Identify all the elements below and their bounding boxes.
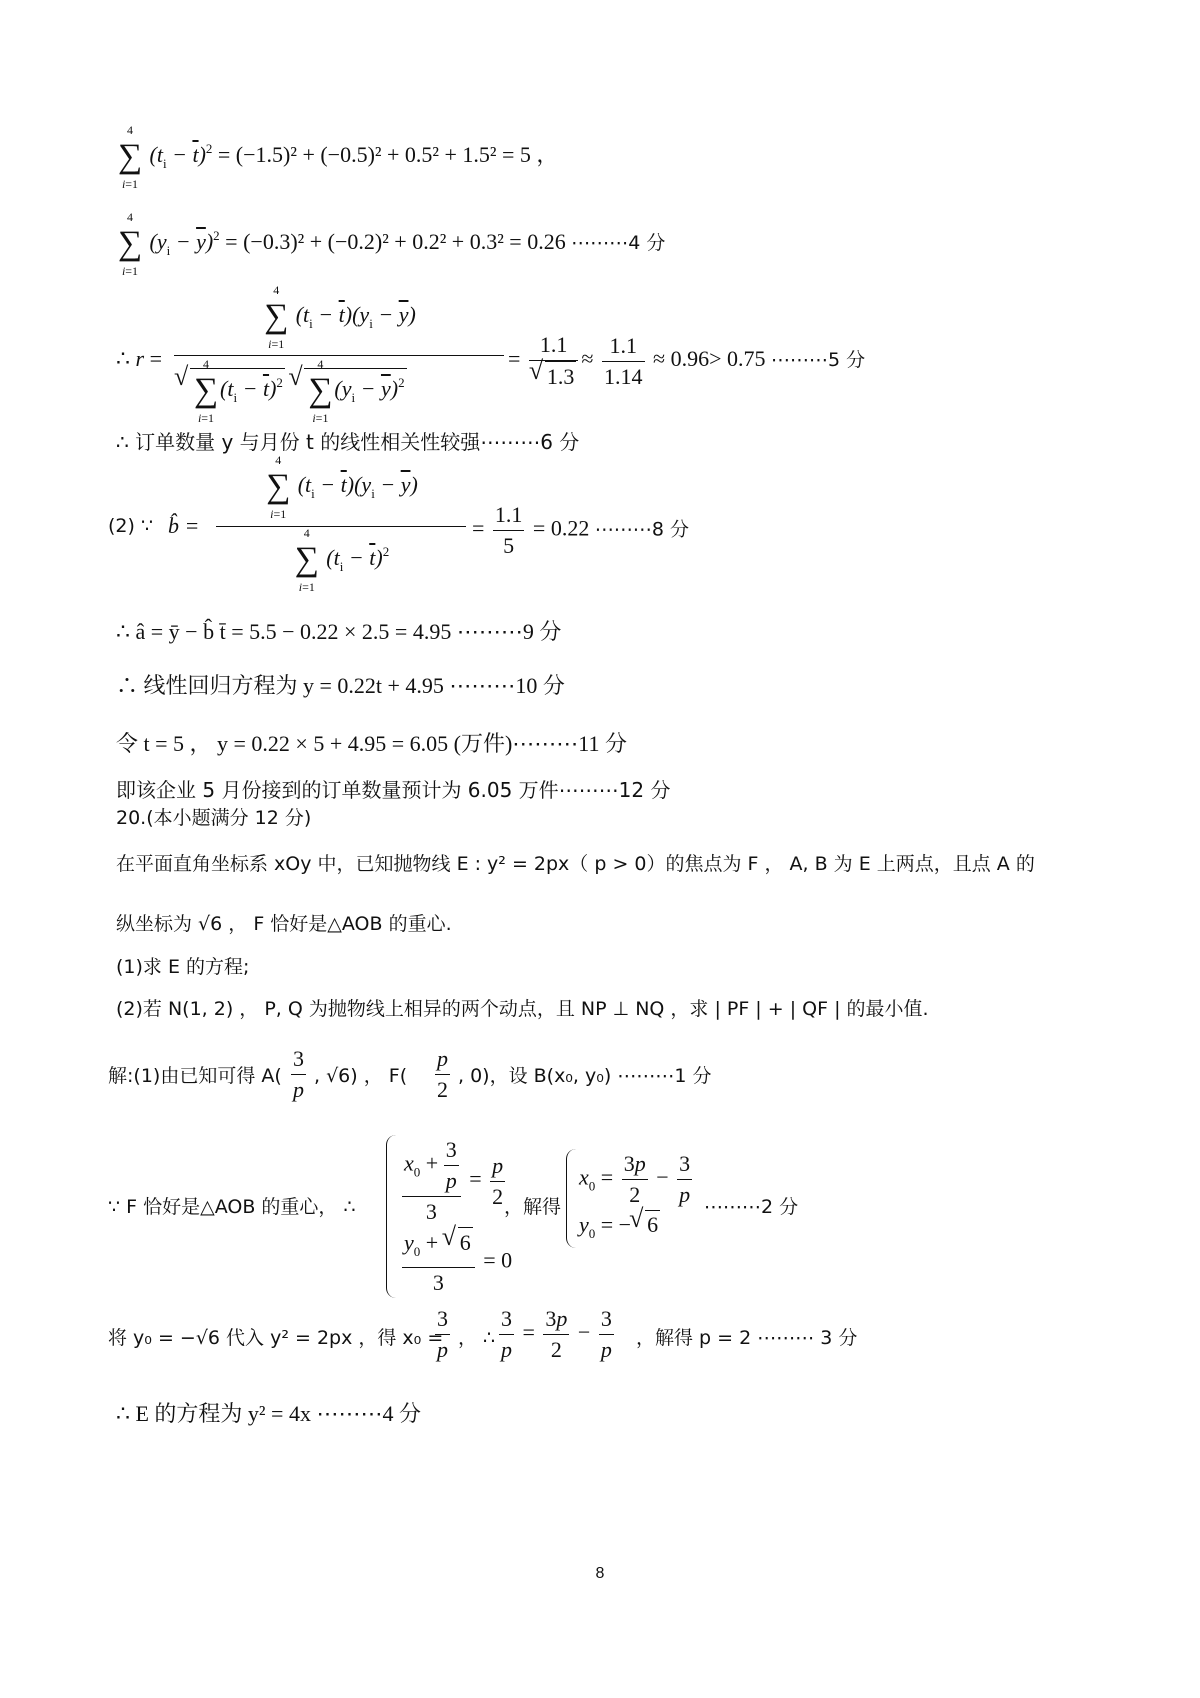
- sum-y-squared-value: = (−0.3)² + (−0.2)² + 0.2² + 0.3² = 0.26: [225, 229, 566, 254]
- problem-20-header: 20.(本小题满分 12 分): [116, 807, 312, 829]
- frac-approx: $\frac{1.1}{1.14}$: [604, 332, 643, 389]
- problem-20-statement-1: 在平面直角坐标系 xOy 中，已知抛物线 E : y² = 2px（ p > 0）的焦点为 F ， A, B 为 E 上两点，且点 A 的: [116, 853, 1035, 875]
- problem-20-part-2: (2)若 N(1, 2) ， P, Q 为抛物线上相异的两个动点，且 NP ⊥ NQ ，求 | PF | + | QF | 的最小值.: [116, 998, 929, 1020]
- regression-equation-line: ∴ 线性回归方程为 y = 0.22t + 4.95 ⋯⋯⋯10 分: [116, 673, 565, 698]
- a-hat-line: ∴ â = ȳ − b̂ t̄ = 5.5 − 0.22 × 2.5 = 4.95 ⋯⋯⋯9 分: [116, 619, 562, 644]
- r-value: ≈ 0.96> 0.75: [653, 346, 766, 372]
- score-mark: ⋯⋯⋯8 分: [594, 518, 689, 541]
- frac-b: $\frac{1.1}{5}$: [494, 502, 523, 558]
- problem-20-statement-2: 纵坐标为 √6 ， F 恰好是△AOB 的重心.: [116, 913, 452, 935]
- b-value: = 0.22: [532, 515, 590, 541]
- r-denominator: √ 4 ∑ i=1 $(t_i - \overline{t})^2$ √ 4 ∑ i=1 $(y_i - \overline{y})^2$: [176, 368, 407, 412]
- sum-t-squared-value: = (−1.5)² + (−0.5)² + 0.5² + 1.5² = 5 ，: [217, 142, 559, 167]
- document-page: 4 ∑ i=1 $(t_i - \overline{t})^2 = (-1.5)^2 + (-0.5)^2 + 0.5^2 + 1.5^2 = 5$ ， 4 ∑ i=1 $(y_i - \overline{y})^2 = (-0.3)^2 + (-0.2)^2 + 0.2^2 + 0.3^2 = 0.26$ ⋯⋯⋯4 分 ∴ r = 4 ∑ i=1 $(t_i - \overline{t})(y_i - \overline{y})$ √ 4 ∑ i=1 $(t_i - \overline{t})^2$ √ 4 ∑ i=1 $(y_i - \overline{y})^2$ = 1.1 √ 1.3 ≈ $\frac{1.1}{1.14}$ ≈ 0.96> 0.75 ⋯⋯⋯5 分 ∴ 订单数量 y 与月份 t 的线性相关性较强⋯⋯⋯6 分 (2) ∵ b̂ = 4 ∑ i=1 $(t_i - \overline{t})(y_i - \overline{y})$ 4 ∑ i=1 $(t_i - \overline{t})^2$ = $\frac{1.1}{5}$ = 0.22 ⋯⋯⋯8 分 ∴ â = ȳ − b̂ t̄ = 5.5 − 0.22 × 2.5 = 4.95 ⋯⋯⋯9 分 ∴ 线性回归方程为 y = 0.22t + 4.95 ⋯⋯⋯10 分 令 t = 5 ， y = 0.22 × 5 + 4.95 = 6.05 (万件)⋯⋯⋯11 分 即该企业 5 月份接到的订单数量预计为 6.05 万件⋯⋯⋯12 分 20.(本小题满分 12 分) 在平面直角坐标系 xOy 中，已知抛物线 E : y² = 2px（ p > 0）的焦点为 F ， A, B 为 E 上两点，且点 A 的 纵坐标为 √6 ， F 恰好是△AOB 的重心. (1)求 E 的方程; (2)若 N(1, 2) ， P, Q 为抛物线上相异的两个动点，且 NP ⊥ NQ ，求 | PF | + | QF | 的最小值. 解:(1)由已知可得 A( $\frac{3}{p}$ , √6) ， F( $\frac{p}{2}$ , 0)，设 B(x₀, y₀) ⋯⋯⋯1 分 ∵ F 恰好是△AOB 的重心， ∴ $x_0$ + $\frac{3}{p}$ 3 = $\frac{p}{2}$ $\frac{y_0 + √ 6}{3}$ = 0 ，解得 $x_0$ = $\frac{3p}{2}$ − $\frac{3}{p}$ $y_0$ = − √ 6 ⋯⋯⋯2 分 将 y₀ = −√6 代入 y² = 2px ，得 x₀ = $\frac{3}{p}$ ， ∴ $\frac{3}{p}$ = $\frac{3p}{2}$ − $\frac{3}{p}$ ，解得 p = 2 ⋯⋯⋯ 3 分 ∴ E 的方程为 y² = 4x ⋯⋯⋯4 分 8: [0, 0, 1200, 1698]
- score-mark: ⋯⋯⋯5 分: [770, 349, 866, 372]
- correlation-conclusion: ∴ 订单数量 y 与月份 t 的线性相关性较强⋯⋯⋯6 分: [116, 430, 580, 454]
- system-brace-1: $x_0$ + $\frac{3}{p}$ 3 = $\frac{p}{2}$ $\frac{y_0 + √ 6}{3}$ = 0: [386, 1135, 512, 1298]
- score-mark: ⋯⋯⋯4 分: [571, 232, 666, 254]
- system-brace-2: $x_0$ = $\frac{3p}{2}$ − $\frac{3}{p}$ $y_0$ = − √ 6: [566, 1149, 695, 1248]
- sigma-symbol: 4 ∑ i=1: [118, 209, 143, 278]
- frac-sqrt: 1.1 √ 1.3: [529, 330, 579, 392]
- sum-y-squared-line: 4 ∑ i=1 $(y_i - \overline{y})^2 = (-0.3)^2 + (-0.2)^2 + 0.2^2 + 0.3^2 = 0.26$ ⋯⋯⋯4 分: [118, 209, 666, 278]
- page-number: 8: [595, 1565, 605, 1582]
- prediction-line: 令 t = 5 ， y = 0.22 × 5 + 4.95 = 6.05 (万件)⋯⋯⋯11 分: [116, 731, 627, 756]
- prediction-conclusion: 即该企业 5 月份接到的订单数量预计为 6.05 万件⋯⋯⋯12 分: [116, 778, 671, 802]
- sum-t-squared-line: 4 ∑ i=1 $(t_i - \overline{t})^2 = (-1.5)^2 + (-0.5)^2 + 0.5^2 + 1.5^2 = 5$ ，: [118, 122, 559, 191]
- parabola-equation-result: ∴ E 的方程为 y² = 4x ⋯⋯⋯4 分: [116, 1401, 421, 1426]
- sigma-symbol: 4 ∑ i=1: [118, 122, 143, 191]
- r-numerator: 4 ∑ i=1 $(t_i - \overline{t})(y_i - \overline{y})$: [264, 283, 416, 351]
- fraction-bar: [174, 355, 504, 356]
- problem-20-part-1: (1)求 E 的方程;: [116, 956, 250, 978]
